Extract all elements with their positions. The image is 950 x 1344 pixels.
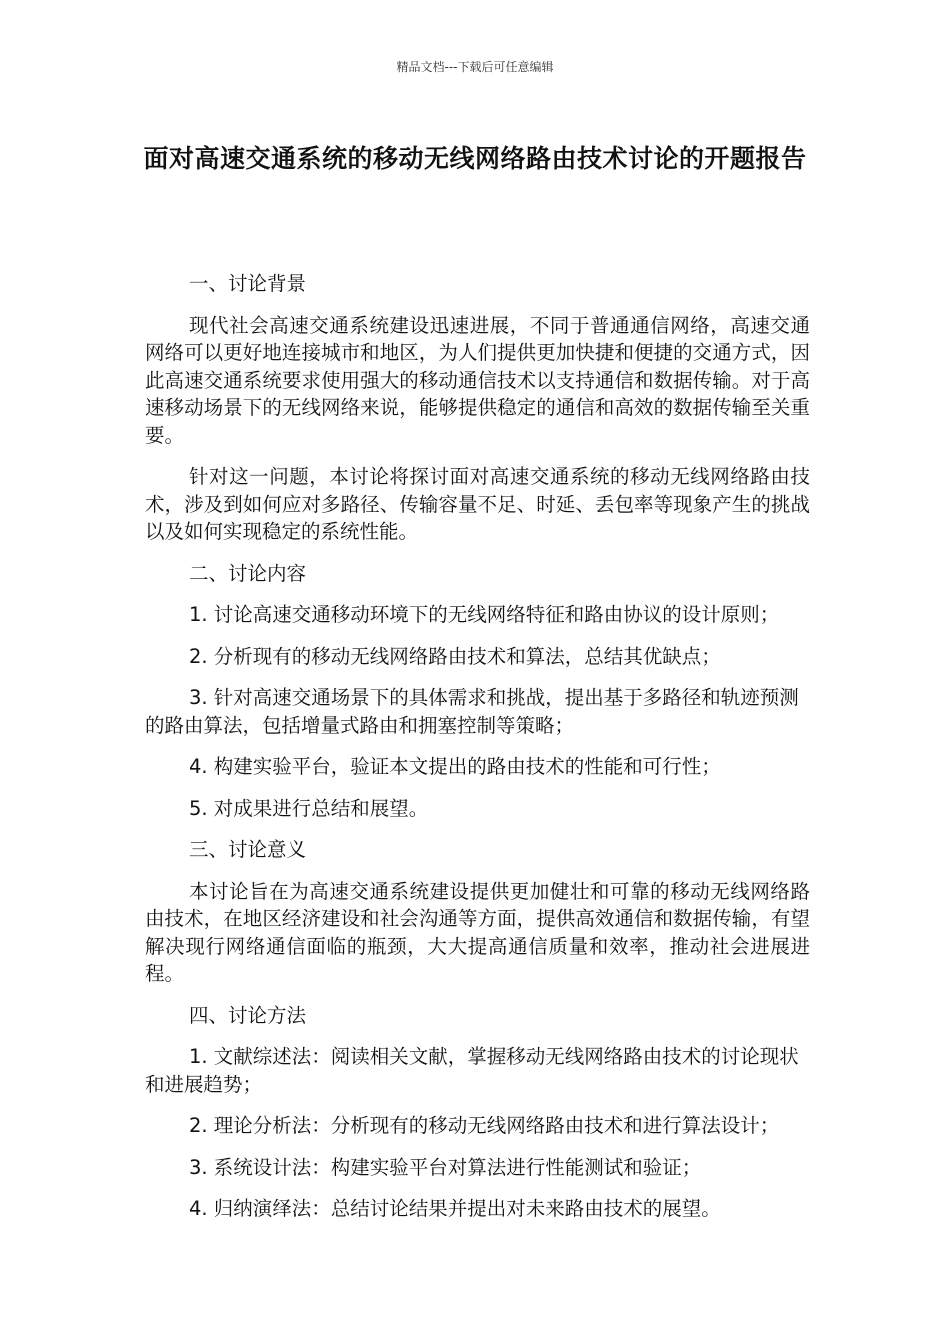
content-item: 2. 分析现有的移动无线网络路由技术和算法，总结其优缺点； <box>189 644 721 668</box>
background-paragraph-1: 现代社会高速交通系统建设迅速进展，不同于普通通信网络，高速交通网络可以更好地连接城市和地区，为人们提供更加快捷和便捷的交通方式，因此高速交通系统要求使用强大的移动通信技术以支持通信和数据传输。对于高速移动场景下的无线网络来说，能够提供稳定的通信和高效的数据传输至关重要。 <box>145 313 810 447</box>
content-item: 5. 对成果进行总结和展望。 <box>189 796 429 820</box>
section-heading-content: 二、讨论内容 <box>189 561 307 585</box>
content-item: 4. 构建实验平台，验证本文提出的路由技术的性能和可行性； <box>189 755 721 778</box>
page-title: 面对高速交通系统的移动无线网络路由技术讨论的开题报告 <box>143 144 807 173</box>
method-item: 3. 系统设计法：构建实验平台对算法进行性能测试和验证； <box>189 1155 702 1179</box>
header-note: 精品文档---下载后可任意编辑 <box>396 60 554 74</box>
background-paragraph-2: 针对这一问题，本讨论将探讨面对高速交通系统的移动无线网络路由技术，涉及到如何应对多路径、传输容量不足、时延、丢包率等现象产生的挑战以及如何实现稳定的系统性能。 <box>145 465 810 543</box>
method-item: 1. 文献综述法：阅读相关文献，掌握移动无线网络路由技术的讨论现状和进展趋势； <box>145 1045 799 1096</box>
section-heading-background: 一、讨论背景 <box>189 272 307 295</box>
document-body <box>145 270 810 1237</box>
significance-paragraph: 本讨论旨在为高速交通系统建设提供更加健壮和可靠的移动无线网络路由技术，在地区经济建设和社会沟通等方面，提供高效通信和数据传输，有望解决现行网络通信面临的瓶颈，大大提高通信质量和效率，推动社会进展进程。 <box>145 879 810 985</box>
method-item: 2. 理论分析法：分析现有的移动无线网络路由技术和进行算法设计； <box>189 1114 780 1137</box>
content-item: 1. 讨论高速交通移动环境下的无线网络特征和路由协议的设计原则； <box>189 603 780 626</box>
content-item: 3. 针对高速交通场景下的具体需求和挑战，提出基于多路径和轨迹预测的路由算法，包括增量式路由和拥塞控制等策略； <box>145 686 799 737</box>
section-heading-significance: 三、讨论意义 <box>189 838 307 861</box>
method-item: 4. 归纳演绎法：总结讨论结果并提出对未来路由技术的展望。 <box>189 1197 721 1220</box>
section-heading-methods: 四、讨论方法 <box>189 1003 307 1027</box>
